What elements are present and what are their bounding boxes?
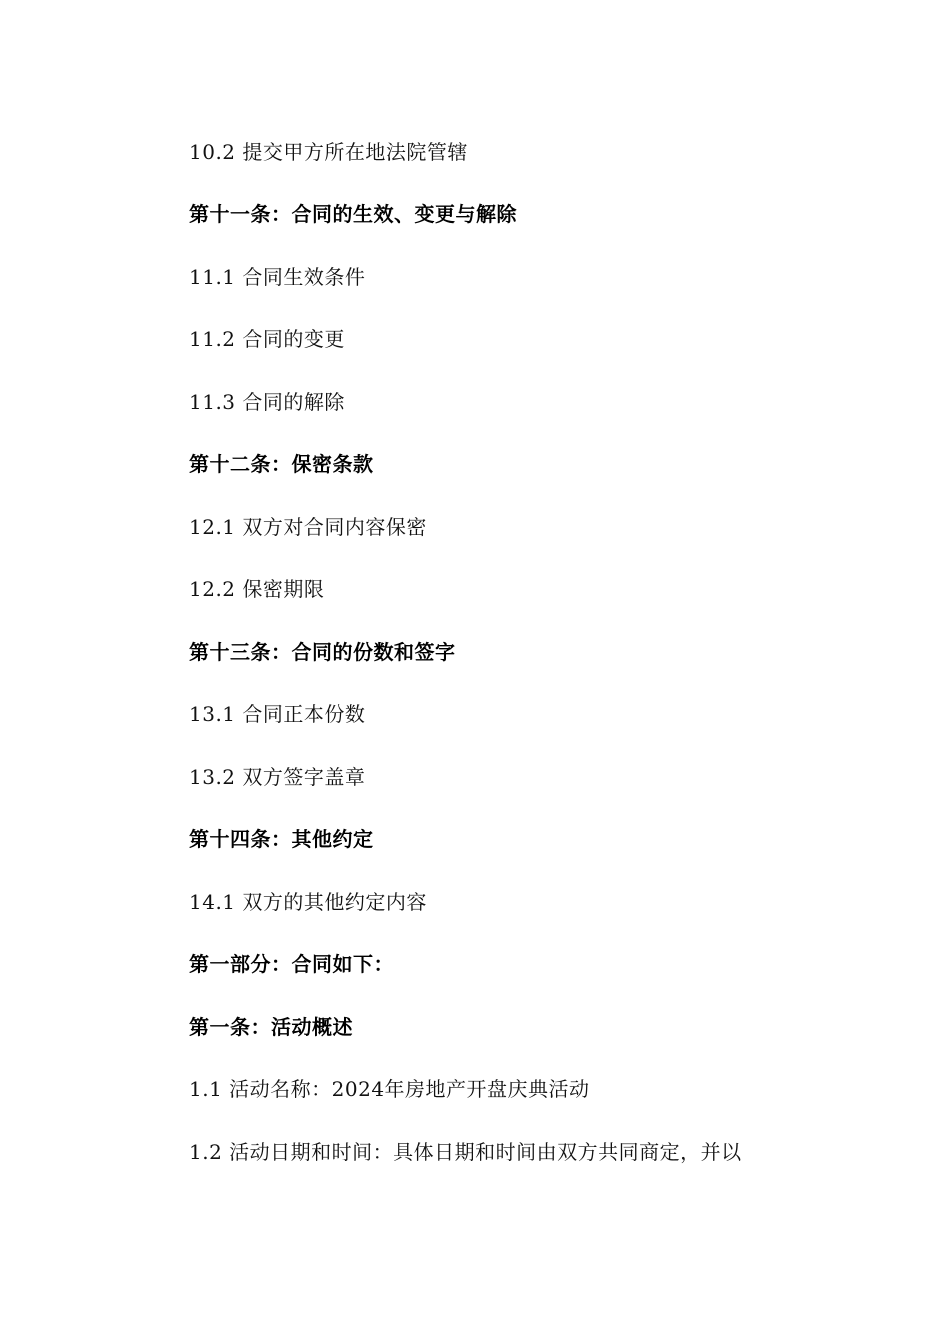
article-13-heading: 第十三条：合同的份数和签字	[189, 640, 456, 664]
clause-12-2: 12.2 保密期限	[189, 577, 325, 601]
clause-14-1: 14.1 双方的其他约定内容	[189, 890, 427, 914]
article-1-heading: 第一条：活动概述	[189, 1015, 353, 1039]
article-11-heading: 第十一条：合同的生效、变更与解除	[189, 202, 517, 226]
part-1-heading: 第一部分：合同如下：	[189, 952, 394, 976]
clause-12-1: 12.1 双方对合同内容保密	[189, 515, 427, 539]
clause-1-1: 1.1 活动名称：2024年房地产开盘庆典活动	[189, 1077, 590, 1101]
clause-11-1: 11.1 合同生效条件	[189, 265, 366, 289]
article-12-heading: 第十二条：保密条款	[189, 452, 374, 476]
clause-11-2: 11.2 合同的变更	[189, 327, 345, 351]
clause-13-2: 13.2 双方签字盖章	[189, 765, 366, 789]
clause-11-3: 11.3 合同的解除	[189, 390, 345, 414]
article-14-heading: 第十四条：其他约定	[189, 827, 374, 851]
clause-13-1: 13.1 合同正本份数	[189, 702, 366, 726]
clause-1-2: 1.2 活动日期和时间：具体日期和时间由双方共同商定，并以	[189, 1140, 742, 1164]
clause-10-2: 10.2 提交甲方所在地法院管辖	[189, 140, 468, 164]
